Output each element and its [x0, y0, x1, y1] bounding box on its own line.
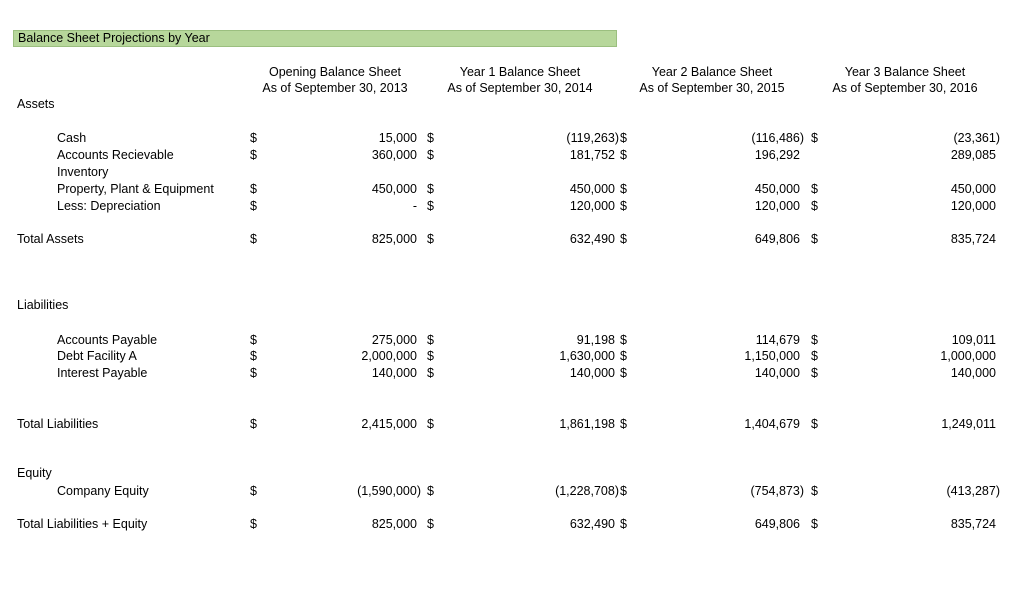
cell-value: (1,590,000) — [357, 484, 421, 498]
cell-value: (754,873) — [750, 484, 804, 498]
row-label: Property, Plant & Equipment — [57, 182, 214, 196]
cell-value: 289,085 — [950, 148, 996, 162]
column-header-year1 — [420, 64, 620, 96]
row-label: Total Liabilities — [17, 417, 99, 431]
currency-symbol: $ — [250, 517, 257, 531]
cell-value: 1,000,000 — [940, 349, 996, 363]
currency-symbol: $ — [620, 199, 627, 213]
cell-value: 835,724 — [950, 517, 996, 531]
currency-symbol: $ — [250, 417, 257, 431]
section-label-assets: Assets — [17, 97, 55, 111]
cell-value: 91,198 — [576, 333, 615, 347]
cell-value: 632,490 — [569, 517, 615, 531]
cell-value: 181,752 — [569, 148, 615, 162]
cell-value: (1,228,708) — [555, 484, 619, 498]
column-header-line1: Year 3 Balance Sheet — [844, 65, 966, 79]
row-label: Accounts Recievable — [57, 148, 174, 162]
cell-value: 2,415,000 — [361, 417, 417, 431]
currency-symbol: $ — [250, 199, 257, 213]
currency-symbol: $ — [427, 199, 434, 213]
cell-value: (119,263) — [566, 131, 619, 145]
cell-value: 632,490 — [569, 232, 615, 246]
currency-symbol: $ — [620, 417, 627, 431]
currency-symbol: $ — [427, 366, 434, 380]
row-label: Inventory — [57, 165, 109, 179]
cell-value: 649,806 — [754, 232, 800, 246]
column-header-year3 — [805, 64, 1005, 96]
currency-symbol: $ — [811, 199, 818, 213]
cell-value: 2,000,000 — [361, 349, 417, 363]
currency-symbol: $ — [427, 148, 434, 162]
currency-symbol: $ — [620, 232, 627, 246]
currency-symbol: $ — [620, 333, 627, 347]
cell-value: 450,000 — [950, 182, 996, 196]
cell-value: 649,806 — [754, 517, 800, 531]
currency-symbol: $ — [250, 349, 257, 363]
currency-symbol: $ — [250, 232, 257, 246]
currency-symbol: $ — [620, 484, 627, 498]
cell-value: 825,000 — [371, 517, 417, 531]
cell-value: 835,724 — [950, 232, 996, 246]
cell-value: 1,404,679 — [744, 417, 800, 431]
column-header-line2: As of September 30, 2014 — [447, 81, 593, 95]
cell-value: 120,000 — [569, 199, 615, 213]
currency-symbol: $ — [811, 131, 818, 145]
currency-symbol: $ — [811, 333, 818, 347]
currency-symbol: $ — [427, 417, 434, 431]
currency-symbol: $ — [811, 349, 818, 363]
row-label: Accounts Payable — [57, 333, 158, 347]
row-label: Company Equity — [57, 484, 149, 498]
cell-value: 120,000 — [950, 199, 996, 213]
cell-value: 1,630,000 — [559, 349, 615, 363]
cell-value: (116,486) — [751, 131, 804, 145]
cell-value: 1,249,011 — [941, 417, 996, 431]
currency-symbol: $ — [620, 366, 627, 380]
column-header-line2: As of September 30, 2016 — [832, 81, 978, 95]
cell-value: 450,000 — [754, 182, 800, 196]
column-header-line2: As of September 30, 2015 — [639, 81, 785, 95]
cell-value: 15,000 — [378, 131, 417, 145]
currency-symbol: $ — [620, 131, 627, 145]
currency-symbol: $ — [811, 517, 818, 531]
title-banner — [13, 30, 617, 47]
cell-value: 140,000 — [950, 366, 996, 380]
currency-symbol: $ — [620, 517, 627, 531]
section-label-equity: Equity — [17, 466, 52, 480]
cell-value: (23,361) — [953, 131, 1000, 145]
currency-symbol: $ — [811, 484, 818, 498]
cell-value: 140,000 — [371, 366, 417, 380]
currency-symbol: $ — [427, 333, 434, 347]
section-label-liabilities: Liabilities — [17, 298, 69, 312]
column-header-line2: As of September 30, 2013 — [262, 81, 408, 95]
currency-symbol: $ — [620, 349, 627, 363]
cell-value: 140,000 — [754, 366, 800, 380]
sheet-title: Balance Sheet Projections by Year — [18, 31, 210, 45]
row-label: Less: Depreciation — [57, 199, 161, 213]
currency-symbol: $ — [811, 366, 818, 380]
currency-symbol: $ — [250, 333, 257, 347]
column-header-line1: Year 2 Balance Sheet — [651, 65, 773, 79]
column-header-opening — [235, 64, 435, 96]
cell-value: 1,861,198 — [559, 417, 615, 431]
column-header-line1: Year 1 Balance Sheet — [459, 65, 581, 79]
currency-symbol: $ — [427, 349, 434, 363]
cell-value: 360,000 — [371, 148, 417, 162]
column-header-year2 — [612, 64, 812, 96]
currency-symbol: $ — [250, 484, 257, 498]
cell-value: 1,150,000 — [744, 349, 800, 363]
currency-symbol: $ — [250, 366, 257, 380]
currency-symbol: $ — [427, 131, 434, 145]
currency-symbol: $ — [250, 182, 257, 196]
currency-symbol: $ — [620, 148, 627, 162]
cell-value: 140,000 — [569, 366, 615, 380]
cell-value: 825,000 — [371, 232, 417, 246]
currency-symbol: $ — [427, 517, 434, 531]
cell-value: - — [412, 199, 417, 213]
currency-symbol: $ — [811, 182, 818, 196]
currency-symbol: $ — [250, 148, 257, 162]
cell-value: 114,679 — [755, 333, 800, 347]
row-label: Cash — [57, 131, 87, 145]
cell-value: 275,000 — [371, 333, 417, 347]
cell-value: 109,011 — [951, 333, 996, 347]
cell-value: 196,292 — [754, 148, 800, 162]
row-label: Interest Payable — [57, 366, 148, 380]
cell-value: 450,000 — [371, 182, 417, 196]
row-label: Total Assets — [17, 232, 84, 246]
cell-value: 450,000 — [569, 182, 615, 196]
currency-symbol: $ — [250, 131, 257, 145]
currency-symbol: $ — [811, 232, 818, 246]
row-label: Total Liabilities + Equity — [17, 517, 148, 531]
currency-symbol: $ — [427, 182, 434, 196]
row-label: Debt Facility A — [57, 349, 137, 363]
currency-symbol: $ — [427, 484, 434, 498]
currency-symbol: $ — [811, 417, 818, 431]
cell-value: (413,287) — [946, 484, 1000, 498]
currency-symbol: $ — [427, 232, 434, 246]
currency-symbol: $ — [620, 182, 627, 196]
cell-value: 120,000 — [754, 199, 800, 213]
column-header-line1: Opening Balance Sheet — [268, 65, 402, 79]
